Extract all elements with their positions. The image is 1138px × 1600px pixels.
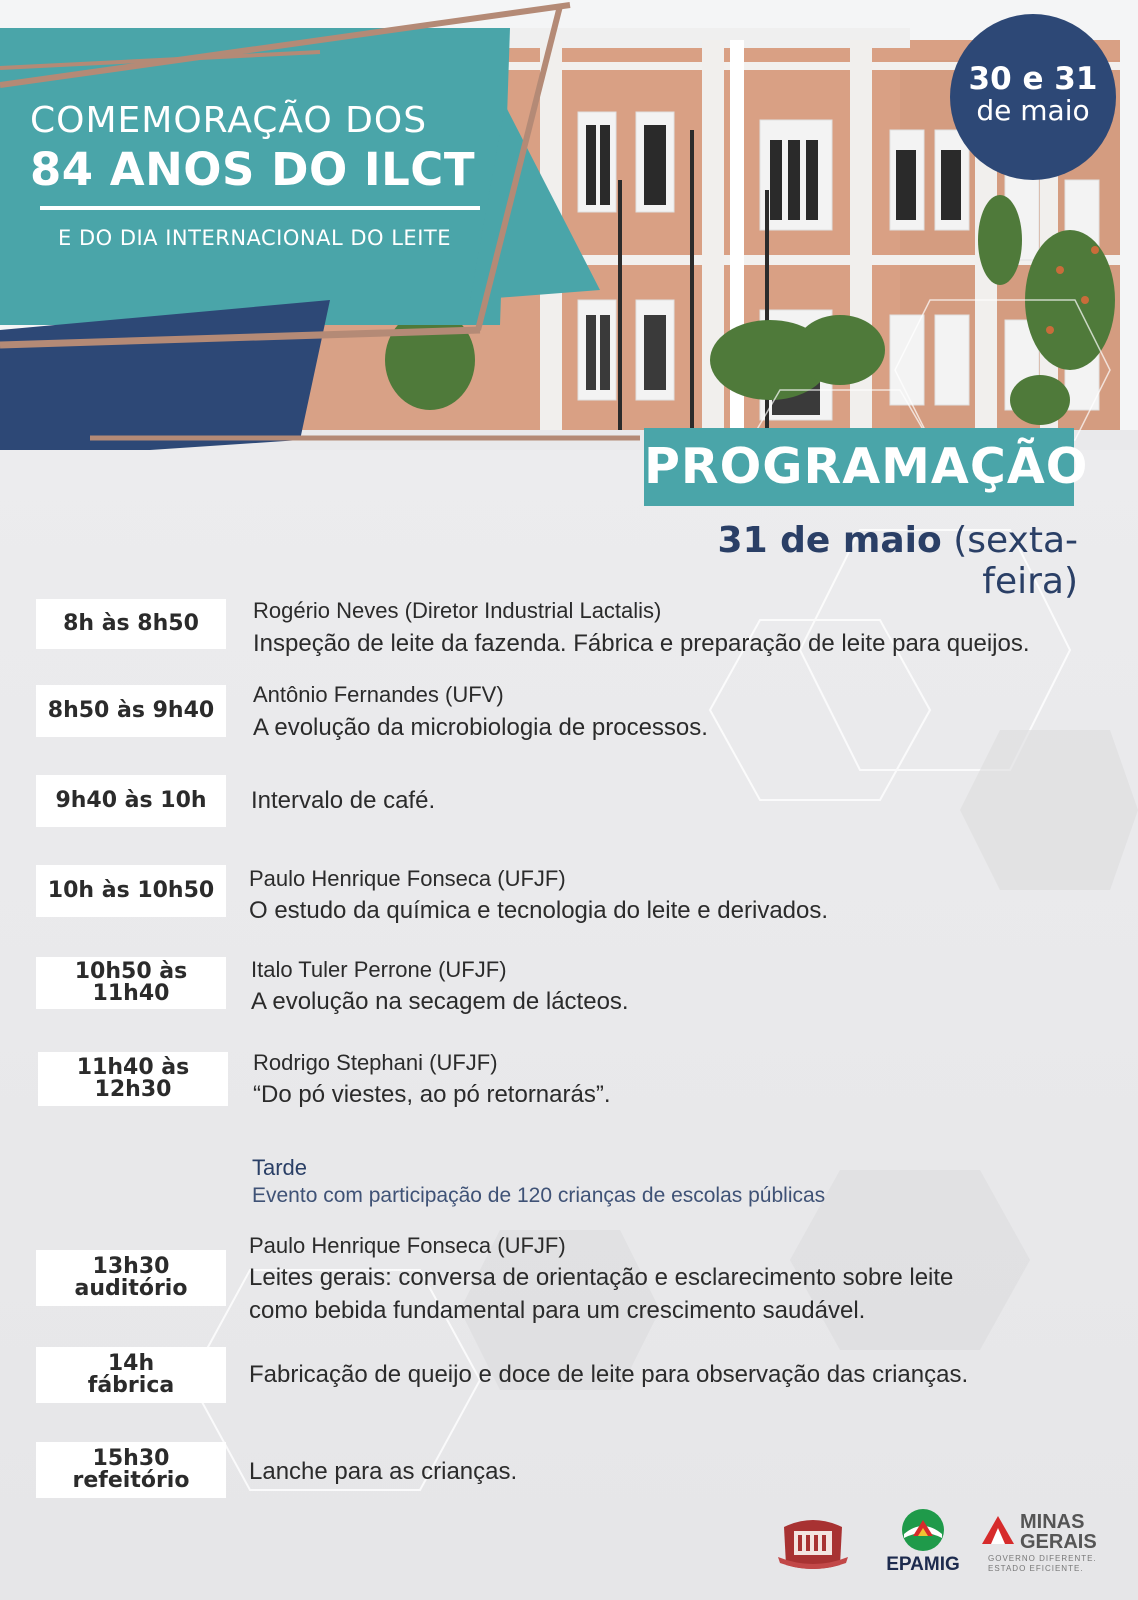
time-slot-badge: 8h50 às 9h40 — [36, 685, 226, 737]
epamig-wordmark: EPAMIG — [886, 1554, 960, 1575]
title-divider — [40, 206, 480, 210]
minas-gerais-logo — [982, 1512, 1102, 1572]
mg-slogan-line-1: GOVERNO DIFERENTE. — [988, 1554, 1097, 1563]
time-slot-badge — [36, 1250, 226, 1306]
epamig-emblem-icon — [900, 1508, 946, 1552]
date-badge — [950, 14, 1116, 180]
talk-title: Fabricação de queijo e doce de leite para observação das crianças. — [249, 1361, 969, 1388]
time-slot-time: 14h — [107, 1351, 155, 1376]
time-slot-time: 13h30 — [92, 1254, 170, 1279]
minas-gerais-wordmark — [1020, 1512, 1097, 1552]
talk-title-line-1: Leites gerais: conversa de orientação e esclarecimento sobre leite — [249, 1264, 954, 1291]
time-slot-badge: 11h40 às 12h30 — [38, 1052, 228, 1106]
time-slot-badge — [36, 1347, 226, 1403]
programacao-heading: PROGRAMAÇÃO — [644, 428, 1074, 506]
talk-title: A evolução na secagem de lácteos. — [251, 988, 629, 1015]
speaker-name: Paulo Henrique Fonseca (UFJF) — [249, 866, 566, 891]
time-slot-place: refeitório — [72, 1468, 190, 1493]
date-badge-days: 30 e 31 — [968, 61, 1098, 97]
title-line-2: 84 ANOS DO ILCT — [30, 143, 476, 196]
minas-triangle-icon — [982, 1516, 1014, 1544]
time-slot-time: 15h30 — [92, 1446, 170, 1471]
mg-line-1: MINAS — [1020, 1511, 1085, 1533]
speaker-name: Rogério Neves (Diretor Industrial Lactalis) — [253, 598, 662, 623]
speaker-name: Antônio Fernandes (UFV) — [253, 682, 504, 707]
time-slot-place: fábrica — [87, 1373, 175, 1398]
speaker-name: Paulo Henrique Fonseca (UFJF) — [249, 1233, 566, 1258]
talk-title-line-2: como bebida fundamental para um crescimento saudável. — [249, 1297, 866, 1324]
speaker-name: Italo Tuler Perrone (UFJF) — [251, 957, 507, 982]
talk-title: A evolução da microbiologia de processos. — [253, 714, 708, 741]
title-line-3: E DO DIA INTERNACIONAL DO LEITE — [58, 226, 451, 250]
event-title — [30, 100, 490, 250]
time-slot-badge: 9h40 às 10h — [36, 775, 226, 827]
mg-line-2: GERAIS — [1020, 1531, 1097, 1553]
time-slot-badge: 10h às 10h50 — [36, 865, 226, 917]
talk-title: “Do pó viestes, ao pó retornarás”. — [253, 1081, 611, 1108]
talk-title: O estudo da química e tecnologia do leite e derivados. — [249, 897, 829, 924]
title-line-1: COMEMORAÇÃO DOS — [30, 100, 428, 141]
time-slot-place: auditório — [74, 1276, 188, 1301]
time-slot-badge: 10h50 às 11h40 — [36, 957, 226, 1009]
day-date: 31 de maio — [717, 520, 942, 561]
afternoon-subtitle: Evento com participação de 120 crianças de escolas públicas — [252, 1184, 826, 1207]
day-heading — [660, 520, 1078, 602]
afternoon-heading: Tarde — [252, 1155, 308, 1180]
hero-header — [0, 0, 1138, 450]
ilct-crest-icon — [776, 1513, 850, 1571]
day-weekday: (sexta-feira) — [953, 520, 1078, 602]
mg-slogan-line-2: ESTADO EFICIENTE. — [988, 1564, 1084, 1573]
speaker-name: Rodrigo Stephani (UFJF) — [253, 1050, 498, 1075]
talk-title: Lanche para as crianças. — [249, 1458, 518, 1485]
minas-gerais-slogan — [988, 1554, 1097, 1574]
talk-title: Inspeção de leite da fazenda. Fábrica e preparação de leite para queijos. — [253, 630, 1030, 657]
epamig-logo — [878, 1508, 968, 1576]
time-slot-badge: 8h às 8h50 — [36, 599, 226, 649]
talk-title: Intervalo de café. — [251, 787, 436, 814]
date-badge-month: de maio — [976, 94, 1090, 127]
time-slot-badge — [36, 1442, 226, 1498]
